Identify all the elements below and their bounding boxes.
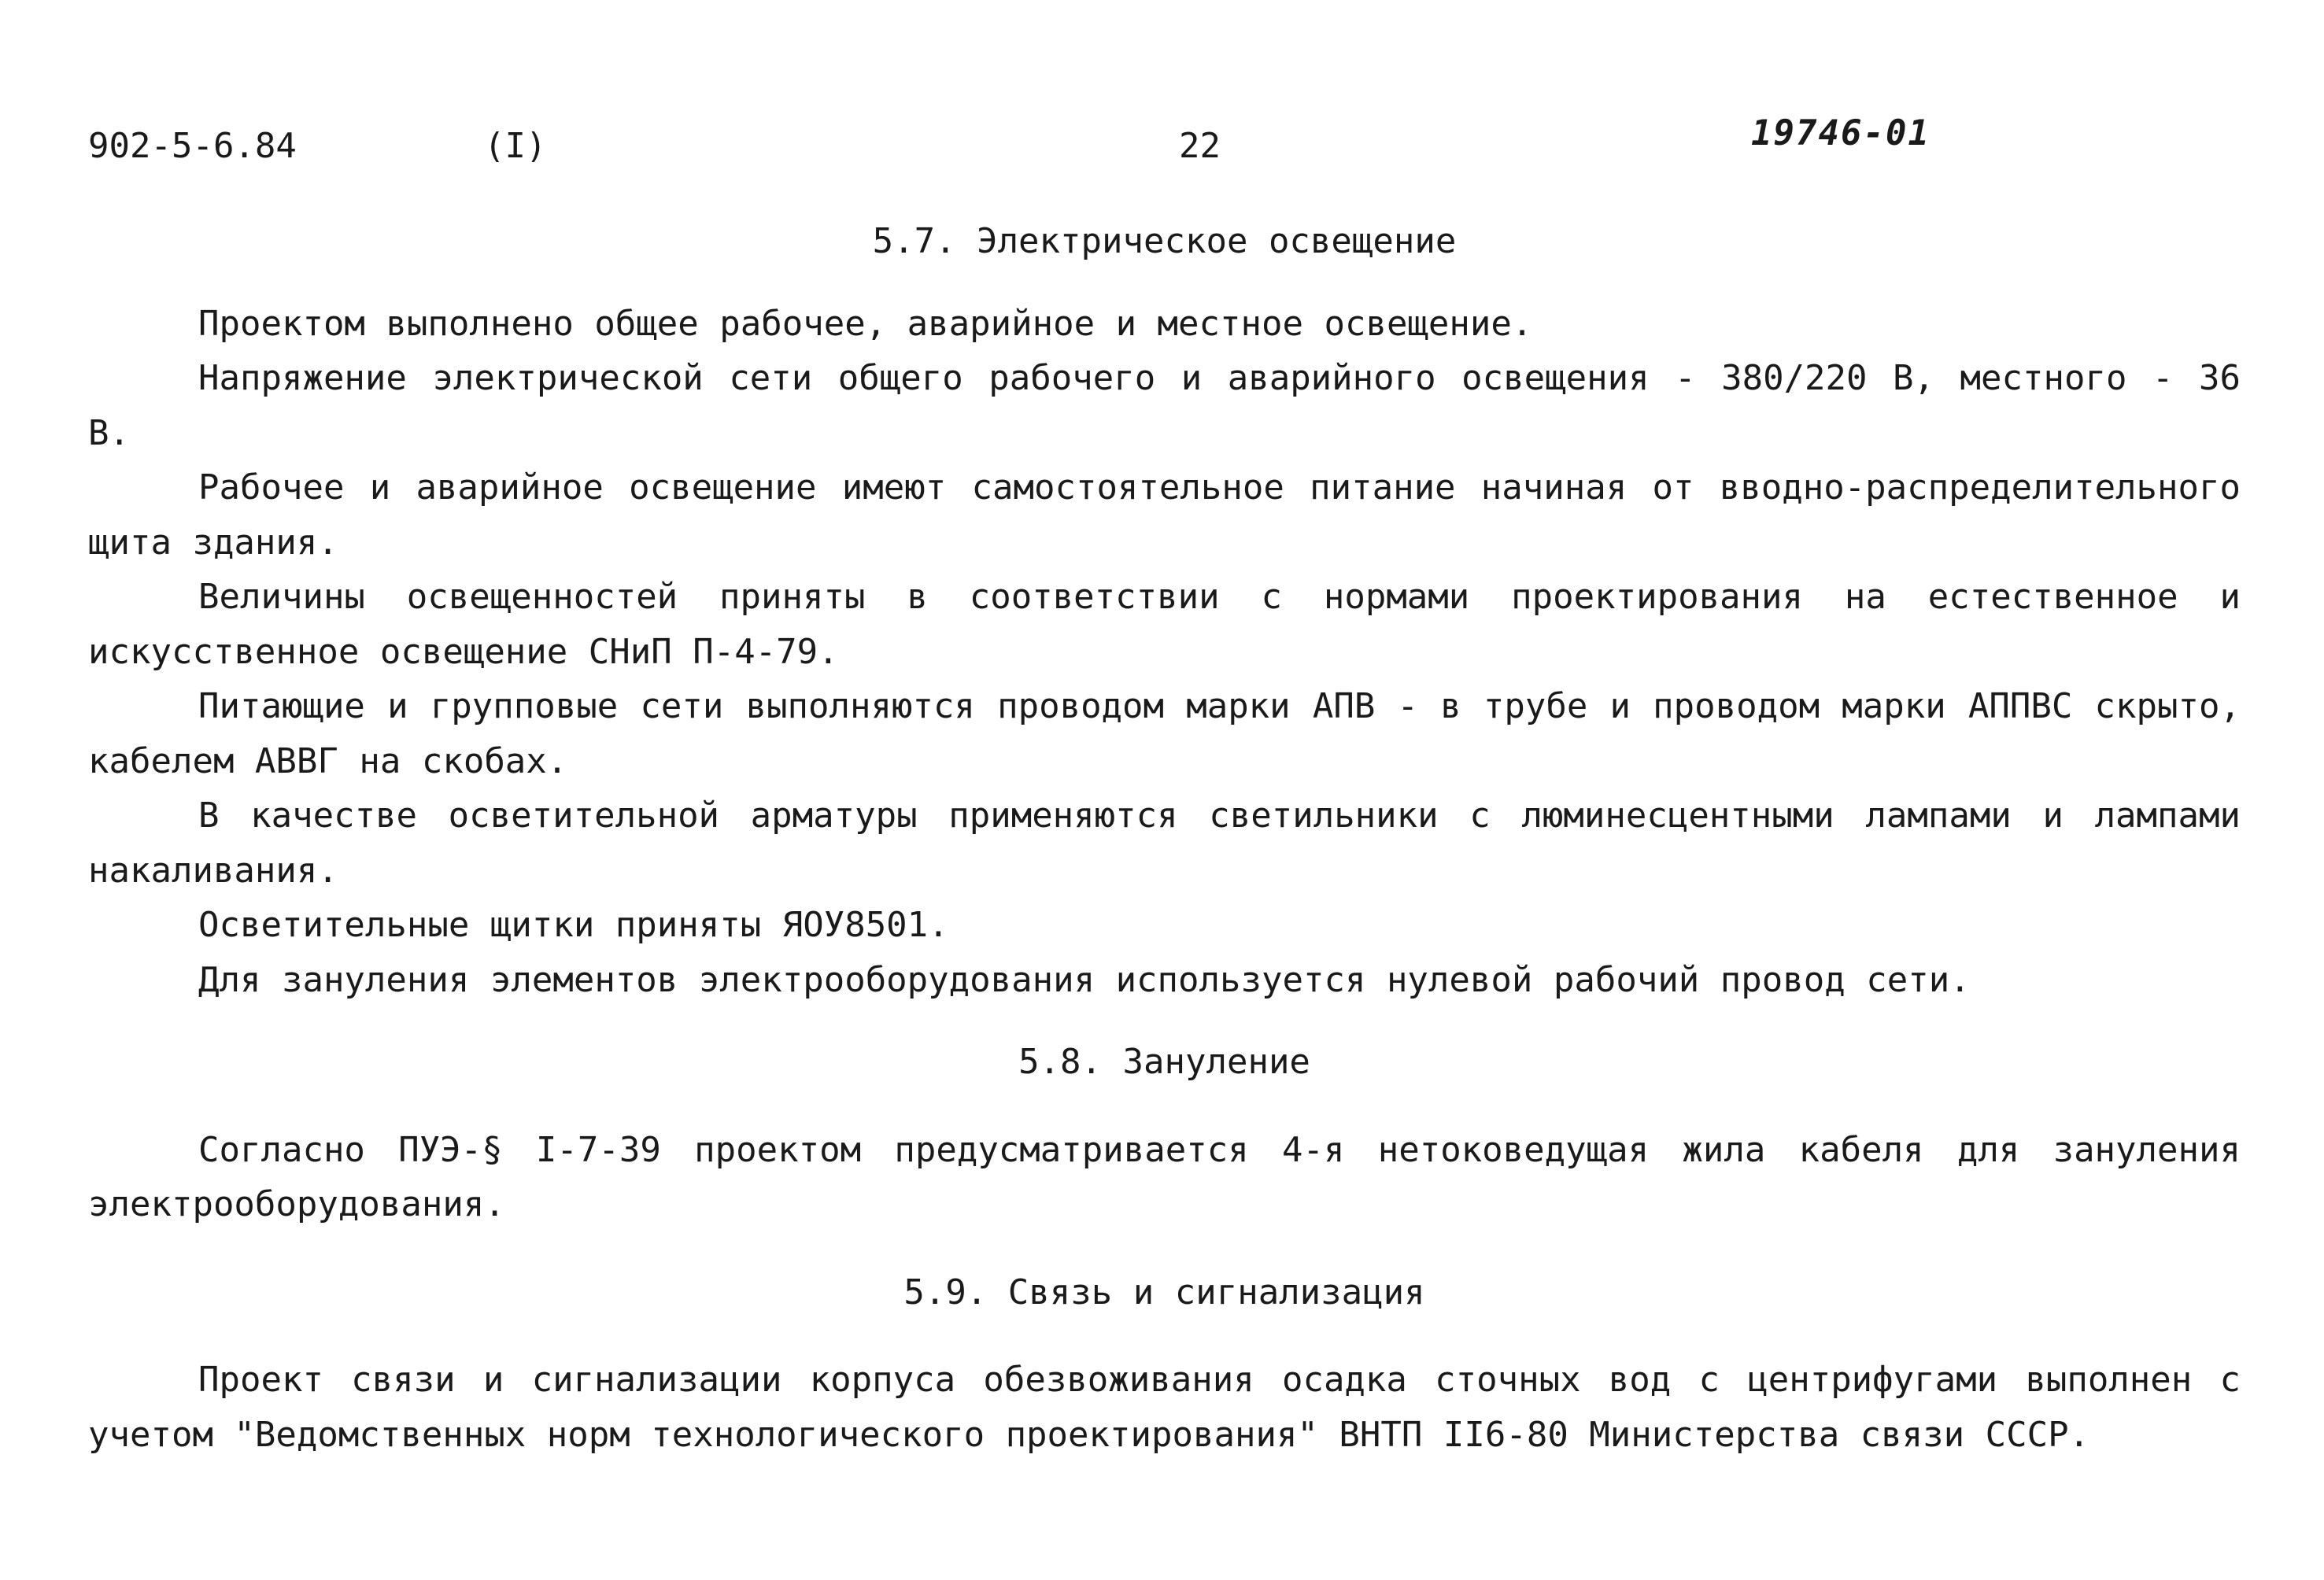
- inventory-stamp: 19746-01: [1751, 113, 1931, 153]
- document-code: 902-5-6.84: [88, 126, 297, 166]
- section-title-grounding: 5.8. Зануление: [1018, 1042, 1310, 1082]
- section-title-communication: 5.9. Связь и сигнализация: [903, 1272, 1425, 1312]
- paragraph: Для зануления элементов электрооборудования используется нулевой рабочий провод сети.: [198, 959, 1971, 1000]
- paragraph: Согласно ПУЭ-§ I-7-39 проектом предусматривается 4-я нетоковедущая жила кабеля для зануления электрооборудования.: [88, 1129, 2241, 1224]
- paragraph: Проектом выполнено общее рабочее, аварийное и местное освещение.: [198, 303, 1533, 344]
- paragraph: Осветительные щитки приняты ЯОУ8501.: [198, 905, 949, 945]
- section-title-lighting: 5.7. Электрическое освещение: [872, 221, 1457, 261]
- paragraph: Проект связи и сигнализации корпуса обезвоживания осадка сточных вод с центрифугами выполнен с учетом "Ведомственных норм технологического проектирования" ВНТП II6-80 Министерства связи СССР.: [88, 1360, 2241, 1455]
- document-body: [88, 214, 2241, 1462]
- page-number: 22: [1179, 126, 1221, 166]
- issue-number: (I): [484, 126, 547, 166]
- paragraph: Питающие и групповые сети выполняются проводом марки АПВ - в трубе и проводом марки АППВС скрыто, кабелем АВВГ на скобах.: [88, 686, 2241, 781]
- paragraph: Рабочее и аварийное освещение имеют самостоятельное питание начиная от вводно-распределительного щита здания.: [88, 467, 2241, 563]
- paragraph: В качестве осветительной арматуры применяются светильники с люминесцентными лампами и лампами накаливания.: [88, 796, 2241, 891]
- paragraph: Величины освещенностей приняты в соответствии с нормами проектирования на естественное и искусственное освещение СНиП П-4-79.: [88, 577, 2241, 672]
- paragraph: Напряжение электрической сети общего рабочего и аварийного освещения - 380/220 В, местного - 36 В.: [88, 358, 2241, 453]
